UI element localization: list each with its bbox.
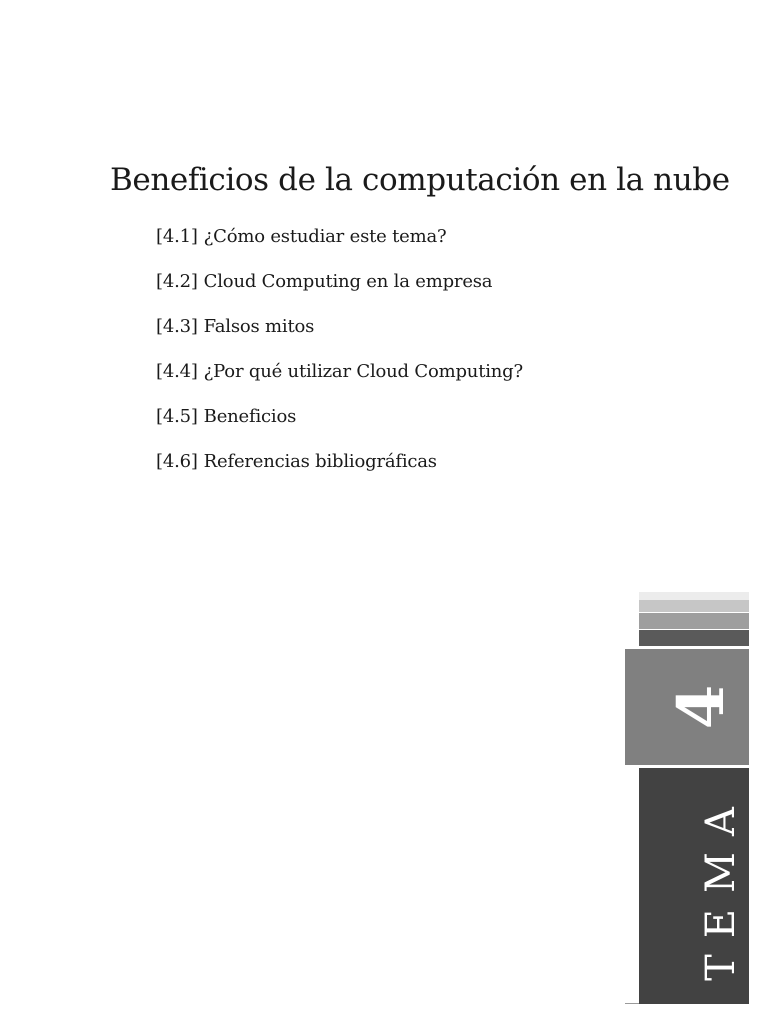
tab-stripe-light [639, 592, 749, 600]
toc-item-number: [4.4] [156, 361, 198, 382]
toc-item-4-3 [156, 315, 523, 360]
toc-item-number: [4.2] [156, 271, 198, 292]
toc-item-number: [4.5] [156, 406, 198, 427]
toc-item-label: Falsos mitos [203, 316, 315, 337]
toc-item-label: Beneficios [203, 406, 297, 427]
page-title: Beneficios de la computación en la nube [110, 162, 730, 198]
chapter-label-box [639, 768, 749, 1004]
toc-item-4-6 [156, 450, 523, 495]
toc-item-4-4 [156, 360, 523, 405]
chapter-label: TEMA [698, 791, 744, 981]
tab-stripe-mid-light [639, 600, 749, 612]
toc-item-number: [4.3] [156, 316, 198, 337]
tab-stripe-mid [639, 613, 749, 629]
toc-item-number: [4.6] [156, 451, 198, 472]
toc-item-label: ¿Por qué utilizar Cloud Computing? [203, 361, 523, 382]
toc-item-number: [4.1] [156, 226, 198, 247]
toc-item-4-2 [156, 270, 523, 315]
toc-item-label: Cloud Computing en la empresa [203, 271, 493, 292]
toc-item-4-1 [156, 225, 523, 270]
chapter-number-box [625, 649, 749, 765]
tab-stripe-dark [639, 630, 749, 646]
table-of-contents [156, 225, 523, 495]
toc-item-4-5 [156, 405, 523, 450]
toc-item-label: ¿Cómo estudiar este tema? [203, 226, 447, 247]
tab-divider [625, 1003, 639, 1004]
toc-item-label: Referencias bibliográficas [203, 451, 437, 472]
chapter-number: 4 [663, 684, 739, 730]
